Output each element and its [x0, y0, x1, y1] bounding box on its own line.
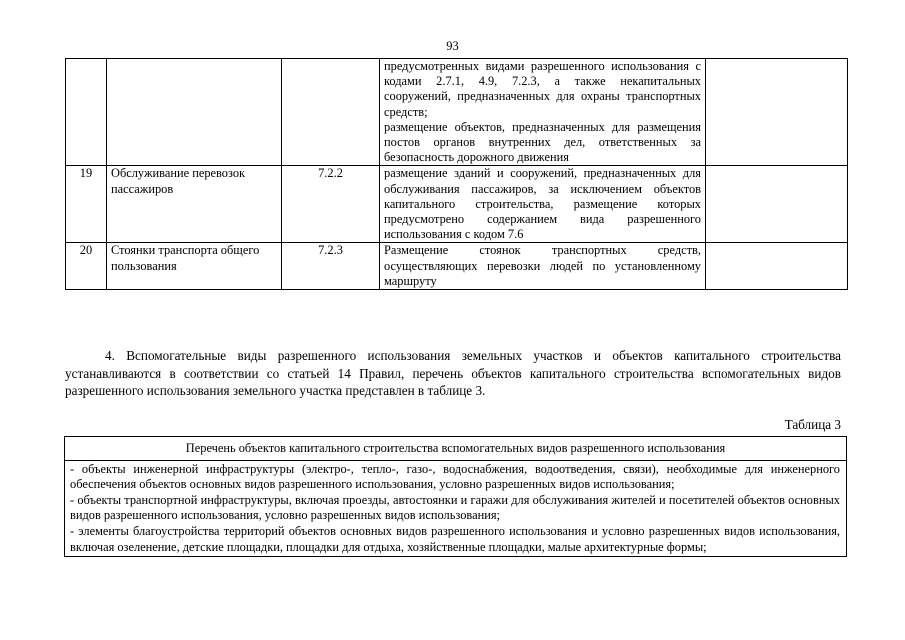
use-description — [380, 243, 706, 290]
auxiliary-uses-table — [64, 436, 847, 557]
description-paragraph: размещение объектов, предназначенных для размещения постов органов внутренних дел, ответственных за безопасность дорожного движения — [384, 119, 701, 165]
description-paragraph: предусмотренных видами разрешенного использования с кодами 2.7.1, 4.9, 7.2.3, а также некапитальных сооружений, предназначенных для охраны транспортных средств; — [384, 59, 701, 119]
description-paragraph: Размещение стоянок транспортных средств, осуществляющих перевозки людей по установленному маршруту — [384, 243, 701, 288]
description-paragraph: размещение зданий и сооружений, предназначенных для обслуживания пассажиров, за исключением объектов капитального строительства, размещение которых предусмотрено содержанием вида разрешенного использования с кодом 7.6 — [384, 166, 701, 242]
row-number — [66, 59, 107, 166]
table-row — [66, 243, 848, 290]
land-use-table — [65, 58, 848, 290]
use-description — [380, 166, 706, 243]
row-number: 19 — [66, 166, 107, 243]
use-code — [282, 59, 380, 166]
list-item: - объекты инженерной инфраструктуры (электро-, тепло-, газо-, водоснабжения, водоотведения, связи), необходимые для инженерного обеспечения объектов основных видов разрешенного использования, условно разрешенных видов использования; — [70, 461, 840, 492]
use-parameters — [706, 243, 848, 290]
auxiliary-uses-list — [65, 460, 847, 557]
use-name: Обслуживание перевозок пассажиров — [107, 166, 282, 243]
use-code: 7.2.2 — [282, 166, 380, 243]
table-caption: Таблица 3 — [784, 417, 841, 432]
row-number: 20 — [66, 243, 107, 290]
table-row — [66, 59, 848, 166]
use-parameters — [706, 166, 848, 243]
body-paragraph: 4. Вспомогательные виды разрешенного использования земельных участков и объектов капитального строительства устанавливаются в соответствии со статьей 14 Правил, перечень объектов капитального строительства вспомогательных видов разрешенного использования земельного участка представлен в таблице 3. — [65, 348, 841, 399]
use-code: 7.2.3 — [282, 243, 380, 290]
use-parameters — [706, 59, 848, 166]
table-header: Перечень объектов капитального строительства вспомогательных видов разрешенного использования — [65, 437, 847, 461]
list-item: - элементы благоустройства территорий объектов основных видов разрешенного использования и условно разрешенных видов использования, включая озеленение, детские площадки, площадки для отдыха, хозяйственные площадки, малые архитектурные формы; — [70, 523, 840, 554]
list-item: - объекты транспортной инфраструктуры, включая проезды, автостоянки и гаражи для обслуживания жителей и посетителей объектов основных видов разрешенного использования, условно разрешенных видов использования; — [70, 492, 840, 523]
use-description — [380, 59, 706, 166]
table-row — [65, 460, 847, 557]
use-name: Стоянки транспорта общего пользования — [107, 243, 282, 290]
use-name — [107, 59, 282, 166]
table-header-row — [65, 437, 847, 461]
table-row — [66, 166, 848, 243]
page-number: 93 — [446, 39, 459, 53]
